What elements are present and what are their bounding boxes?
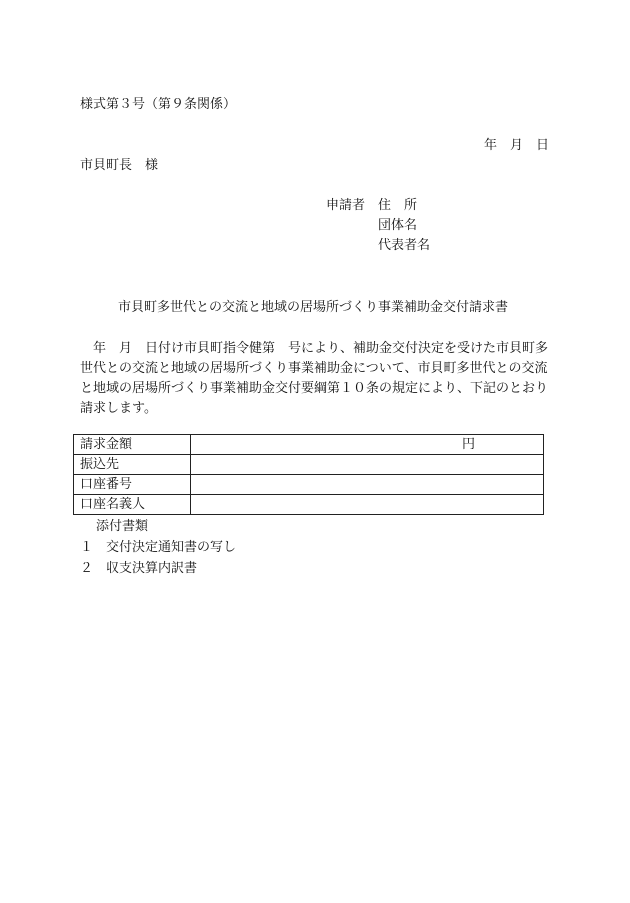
table-row — [74, 495, 544, 515]
row-label-amount: 請求金額 — [74, 435, 191, 455]
attachment-text: 収支決算内訳書 — [106, 561, 198, 576]
table-row — [74, 455, 544, 475]
bank-field[interactable] — [191, 455, 544, 475]
attachment-number: ２ — [80, 561, 94, 576]
table-row — [74, 475, 544, 495]
attachments-title: 添付書類 — [96, 519, 149, 534]
row-label-account-holder: 口座名義人 — [74, 495, 191, 515]
account-number-field[interactable] — [191, 475, 544, 495]
claim-table — [73, 434, 544, 515]
attachment-number: １ — [80, 540, 94, 555]
organization-label: 団体名 — [378, 218, 418, 233]
attachment-text: 交付決定通知書の写し — [106, 540, 237, 555]
address-label: 住 所 — [378, 198, 418, 213]
date-year: 年 — [484, 138, 498, 153]
form-number: 様式第３号（第９条関係） — [80, 97, 237, 112]
addressee: 市貝町長 様 — [80, 158, 159, 173]
amount-field[interactable] — [191, 435, 544, 455]
yen-unit: 円 — [462, 437, 476, 452]
date-month: 月 — [510, 138, 524, 153]
attachment-item — [80, 560, 197, 578]
representative-label: 代表者名 — [378, 238, 431, 253]
document-title: 市貝町多世代との交流と地域の居場所づくり事業補助金交付請求書 — [118, 300, 509, 315]
account-holder-field[interactable] — [191, 495, 544, 515]
date-day: 日 — [536, 138, 550, 153]
date-line — [484, 137, 549, 155]
row-label-bank: 振込先 — [74, 455, 191, 475]
attachment-item — [80, 539, 236, 557]
table-row — [74, 435, 544, 455]
body-paragraph: 年 月 日付け市貝町指令健第 号により、補助金交付決定を受けた市貝町多世代との交流と地域の居場所づくり事業補助金について、市貝町多世代との交流と地域の居場所づくり事業補助金交付要綱第１０条の規定により、下記のとおり請求します。 — [80, 341, 549, 416]
applicant-label: 申請者 — [326, 198, 366, 213]
row-label-account-number: 口座番号 — [74, 475, 191, 495]
